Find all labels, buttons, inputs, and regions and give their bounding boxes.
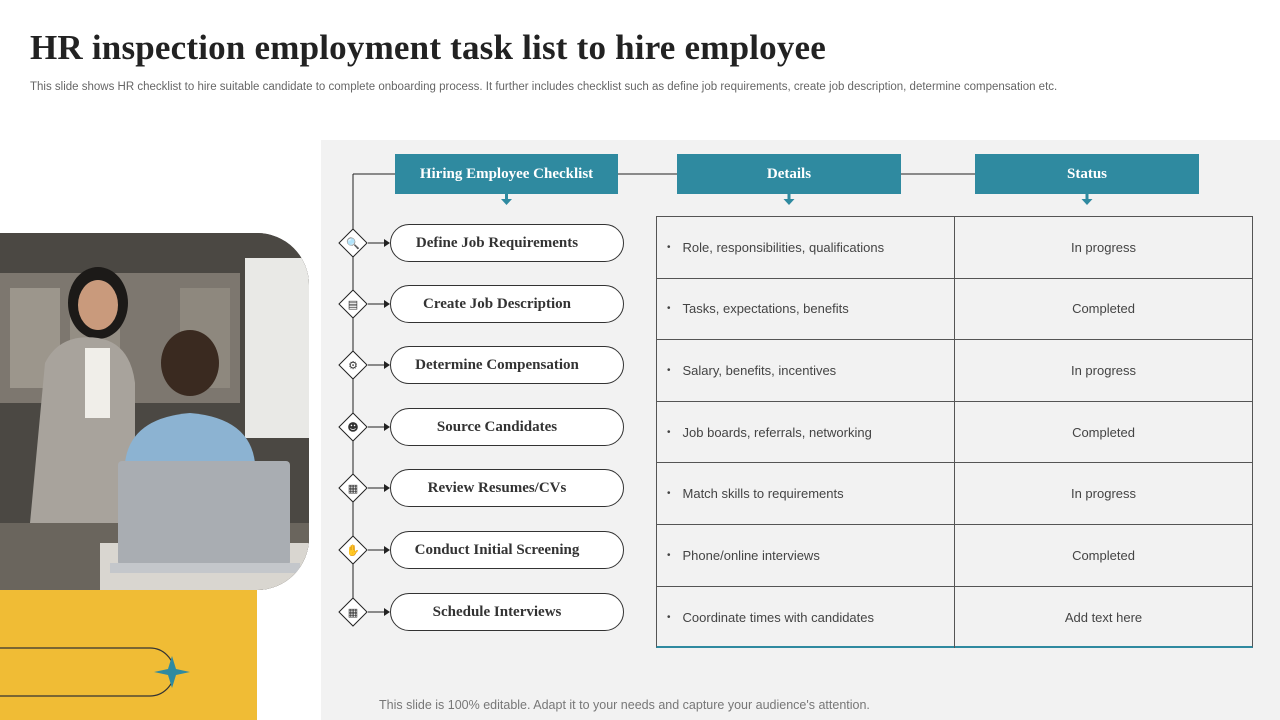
detail-cell: [657, 340, 955, 401]
calendar-icon: [338, 597, 368, 627]
bullet-icon: •: [667, 611, 671, 623]
detail-text: Salary, benefits, incentives: [682, 362, 837, 378]
table-row: [657, 217, 1252, 279]
table-row: [657, 279, 1252, 341]
svg-text:🔍: 🔍: [346, 237, 360, 250]
bullet-icon: •: [667, 549, 671, 561]
detail-cell: [657, 217, 955, 278]
detail-text: Match skills to requirements: [682, 486, 844, 502]
svg-text:▤: ▤: [347, 298, 359, 311]
svg-text:✋: ✋: [346, 544, 360, 557]
checklist-step: Schedule Interviews: [390, 593, 624, 631]
svg-text:▦: ▦: [347, 606, 359, 619]
status-cell: In progress: [1070, 362, 1137, 378]
detail-text: Phone/online interviews: [682, 547, 820, 563]
details-status-table: [656, 216, 1253, 648]
checklist-step: Conduct Initial Screening: [390, 531, 624, 569]
status-cell: Add text here: [1064, 609, 1143, 625]
checklist-step: Create Job Description: [390, 285, 624, 323]
svg-text:⚙: ⚙: [348, 359, 358, 372]
documents-icon: [338, 289, 368, 319]
detail-cell: [657, 279, 955, 340]
detail-cell: [657, 525, 955, 586]
table-row: [657, 463, 1252, 525]
header-status: Status: [975, 154, 1199, 194]
status-cell: Completed: [1072, 547, 1135, 563]
office-photo: [0, 233, 309, 590]
slide-footer: This slide is 100% editable. Adapt it to your needs and capture your audience's attention.: [379, 698, 870, 712]
detail-text: Job boards, referrals, networking: [682, 424, 872, 440]
search-document-icon: [338, 228, 368, 258]
bullet-icon: •: [667, 364, 671, 376]
checklist-step: Source Candidates: [390, 408, 624, 446]
decorative-yellow-block: [0, 590, 257, 720]
detail-text: Tasks, expectations, benefits: [682, 301, 849, 317]
gear-icon: [338, 350, 368, 380]
bullet-icon: •: [667, 426, 671, 438]
header-checklist: Hiring Employee Checklist: [395, 154, 618, 194]
people-group-icon: [338, 412, 368, 442]
status-cell: Completed: [1072, 301, 1135, 317]
slide-title: HR inspection employment task list to hire employee: [30, 28, 827, 67]
svg-text:☻: ☻: [347, 421, 359, 434]
status-cell: Completed: [1072, 424, 1135, 440]
detail-cell: [657, 463, 955, 524]
status-cell: In progress: [1070, 239, 1137, 255]
detail-cell: [657, 587, 955, 649]
bullet-icon: •: [667, 488, 671, 500]
detail-text: Coordinate times with candidates: [682, 609, 875, 625]
detail-cell: [657, 402, 955, 463]
checklist-step: Define Job Requirements: [390, 224, 624, 262]
slide-subtitle: This slide shows HR checklist to hire suitable candidate to complete onboarding process. It further includes checklist such as define job requirements, create job description, determine compensation etc.: [30, 81, 1058, 93]
table-row: [657, 402, 1252, 464]
bullet-icon: •: [667, 303, 671, 315]
table-row: [657, 587, 1252, 649]
table-row: [657, 340, 1252, 402]
checklist-step: Determine Compensation: [390, 346, 624, 384]
resume-icon: [338, 473, 368, 503]
detail-text: Role, responsibilities, qualifications: [682, 239, 885, 255]
table-row: [657, 525, 1252, 587]
bullet-icon: •: [667, 241, 671, 253]
handshake-icon: [338, 535, 368, 565]
status-cell: In progress: [1070, 486, 1137, 502]
svg-text:▦: ▦: [347, 482, 359, 495]
checklist-step: Review Resumes/CVs: [390, 469, 624, 507]
header-details: Details: [677, 154, 901, 194]
